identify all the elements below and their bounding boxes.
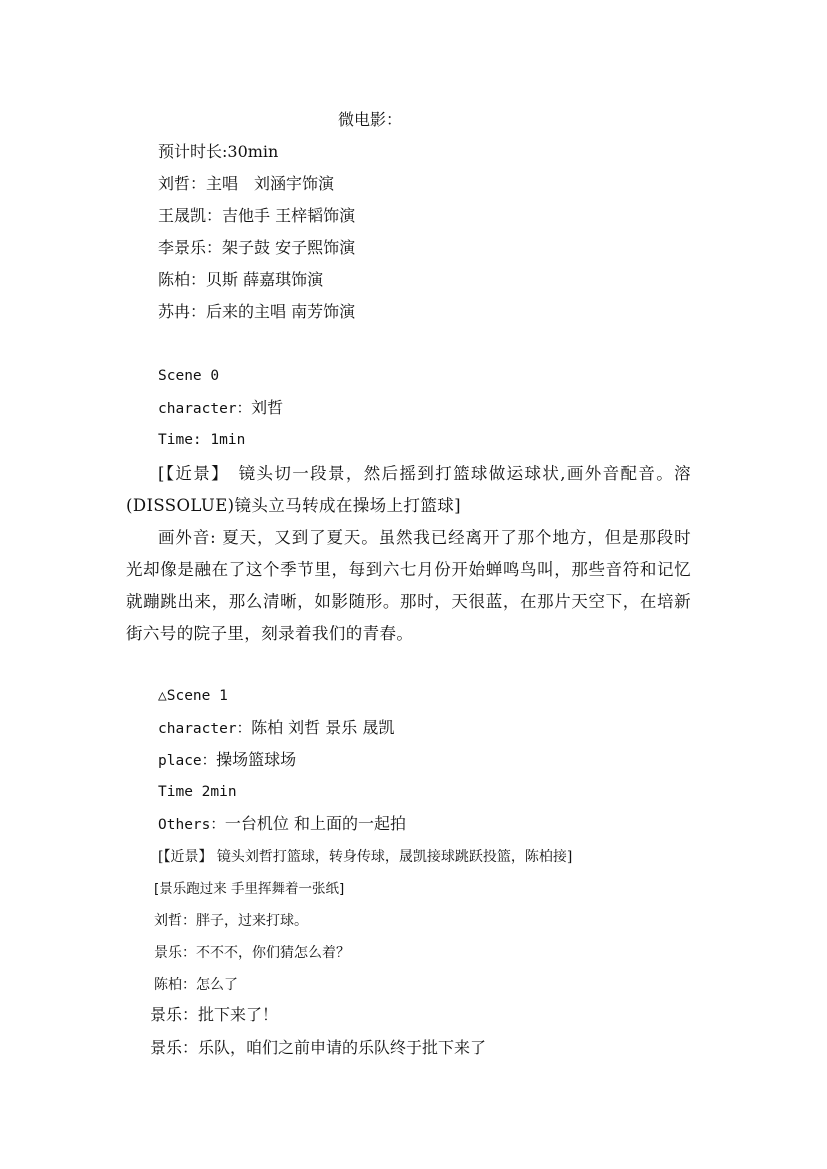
scene1-character bbox=[158, 718, 394, 739]
cast-line: 陈柏：贝斯 薛嘉琪饰演 bbox=[158, 270, 324, 289]
cast-line: 苏冉：后来的主唱 南芳饰演 bbox=[158, 302, 356, 321]
scene1-heading: △Scene 1 bbox=[158, 688, 228, 704]
scene0-time: Time: 1min bbox=[158, 432, 246, 448]
scene0-voiceover: 画外音: 夏天，又到了夏天。虽然我已经离开了那个地方，但是那段时光却像是融在了这个季节里，每到六七月份开始蝉鸣鸟叫，那些音符和记忆就蹦跳出来，那么清晰，如影随形。那时，天很蓝，在那片天空下，在培新街六号的院子里，刻录着我们的青春。 bbox=[126, 528, 691, 643]
scene1-direction-2: [景乐跑过来 手里挥舞着一张纸] bbox=[154, 881, 345, 897]
scene0-heading: Scene 0 bbox=[158, 368, 220, 384]
dialogue-line: 景乐：乐队，咱们之前申请的乐队终于批下来了 bbox=[150, 1038, 487, 1057]
scene1-others-label: Others： bbox=[158, 817, 225, 833]
scene0-character bbox=[158, 398, 283, 419]
cast-line: 李景乐：架子鼓 安子熙饰演 bbox=[158, 238, 356, 257]
scene1-place-value: 操场篮球场 bbox=[216, 750, 297, 769]
scene1-character-value: 陈柏 刘哲 景乐 晟凯 bbox=[251, 718, 395, 737]
document-title: 微电影： bbox=[337, 110, 402, 129]
scene1-others-value: 一台机位 和上面的一起拍 bbox=[224, 814, 406, 833]
scene1-direction: [【近景】 镜头刘哲打篮球，转身传球，晟凯接球跳跃投篮，陈柏接] bbox=[158, 849, 573, 865]
scene1-time: Time 2min bbox=[158, 784, 237, 800]
duration-line: 预计时长:30min bbox=[158, 142, 279, 161]
dialogue-line: 景乐：不不不，你们猜怎么着？ bbox=[154, 945, 350, 961]
scene1-place-label: place： bbox=[158, 753, 217, 769]
dialogue-line: 景乐：批下来了！ bbox=[150, 1005, 279, 1024]
scene1-place bbox=[158, 750, 296, 771]
dialogue-line: 刘哲：胖子，过来打球。 bbox=[154, 913, 308, 929]
cast-line: 刘哲：主唱 刘涵宇饰演 bbox=[158, 174, 335, 193]
cast-line: 王晟凯：吉他手 王梓韬饰演 bbox=[158, 206, 356, 225]
scene0-character-value: 刘哲 bbox=[251, 398, 284, 417]
dialogue-line: 陈柏：怎么了 bbox=[154, 977, 238, 993]
scene0-direction: [【近景】 镜头切一段景，然后摇到打篮球做运球状,画外音配音。溶(DISSOLUE)镜头立马转成在操场上打篮球] bbox=[126, 464, 691, 515]
scene1-others bbox=[158, 814, 406, 835]
scene1-character-label: character： bbox=[158, 721, 252, 737]
scene0-character-label: character： bbox=[158, 401, 252, 417]
